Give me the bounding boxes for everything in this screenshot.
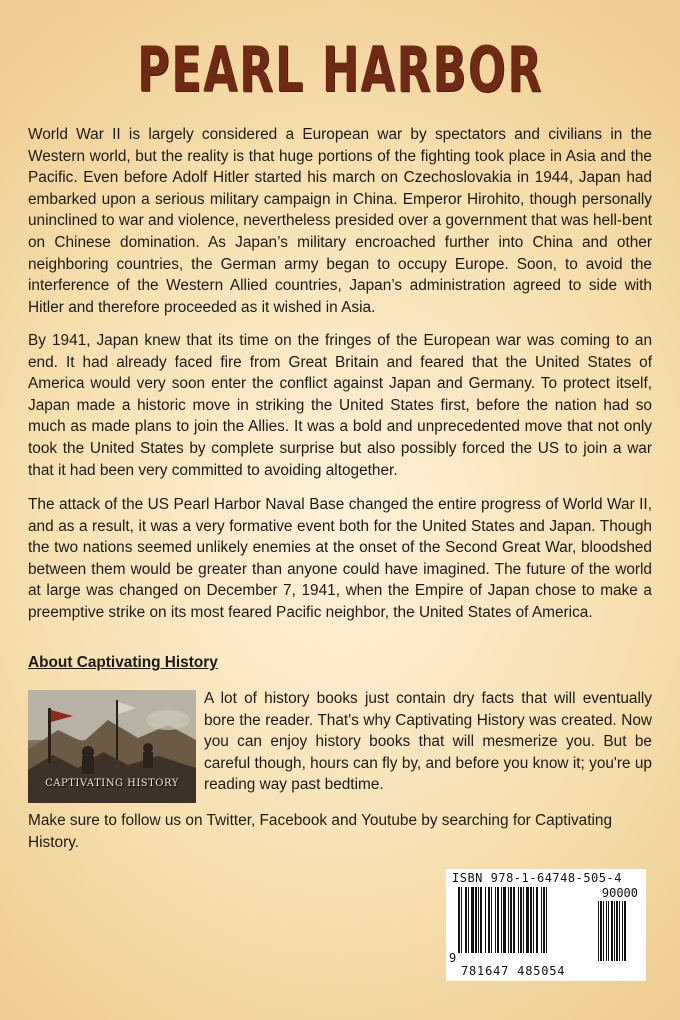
barcode-bar	[503, 887, 506, 953]
barcode-bar	[468, 887, 469, 953]
barcode-bar	[530, 887, 532, 953]
paragraph-1: World War II is largely considered a European war by spectators and civilians in the Western world, but the reality is that huge portions of the fighting took place in Asia and the Pacific. Even before Adolf Hitler started his march on Czechoslovakia in 1944, Japan had embarked upon a serious military campaign in China. Emperor Hirohito, though personally uninclined to war and violence, nevertheless presided over a government that was hell-bent on Chinese domination. As Japan’s military encroached further into China and other neighboring countries, the German army began to occupy Europe. Soon, to avoid the interference of the Western Allied countries, Japan’s administration agreed to side with Hitler and therefore proceeded as it wished in Asia.	[28, 126, 652, 316]
barcode-bar	[475, 887, 477, 953]
follow-text: Make sure to follow us on Twitter, Facebook and Youtube by searching for Captivating History.	[28, 812, 613, 851]
barcode-bar	[526, 887, 529, 953]
barcode-addon-bar	[622, 901, 623, 961]
barcode-addon-bar	[619, 901, 620, 961]
barcode-bar	[533, 887, 534, 953]
ean-digits: 781647 485054	[461, 964, 566, 978]
barcode-bar	[458, 887, 460, 953]
barcode-addon-bar	[598, 901, 599, 961]
barcode-bar	[497, 887, 499, 953]
barcode-bar	[513, 887, 515, 953]
barcode-bar	[471, 887, 474, 953]
barcode-bar	[480, 887, 482, 953]
barcode-bar	[488, 887, 490, 953]
barcode-bar	[523, 887, 524, 953]
barcode-bar	[520, 887, 522, 953]
barcode-addon-bar	[600, 901, 602, 961]
isbn-number: ISBN 978-1-64748-505-4	[452, 871, 622, 885]
barcode-bar	[465, 887, 467, 953]
book-title: PEARL HARBOR	[136, 33, 544, 106]
about-text: A lot of history books just contain dry facts that will eventually bore the reader. That's why Captivating History was created. Now you can enjoy history books that will mesmerize you. But be careful though, hours can fly by, and before you know it; you're up reading way past bedtime.	[204, 690, 652, 794]
barcode-bar	[541, 887, 542, 953]
isbn-barcode	[446, 869, 646, 981]
price-code: 90000	[601, 886, 638, 900]
paragraph-3: The attack of the US Pearl Harbor Naval Base changed the entire progress of World War II, and as a result, it was a very formative event both for the United States and Japan. Though the two nations seemed unlikely enemies at the onset of the Second Great War, bloodshed between them would be greater than anyone could have imagined. The future of the world at large was changed on December 7, 1941, when the Empire of Japan chose to make a preemptive strike on its most feared Pacific neighbor, the United States of America.	[28, 496, 652, 621]
thumbnail-label: CAPTIVATING HISTORY	[45, 778, 179, 789]
barcode-addon-bar	[603, 901, 604, 961]
ean-first-digit: 9	[449, 951, 457, 965]
barcode-bar	[536, 887, 538, 953]
barcode-bar	[546, 887, 547, 953]
barcode-bar	[501, 887, 502, 953]
barcode-bar	[491, 887, 492, 953]
barcode-bar	[485, 887, 486, 953]
barcode-bar	[461, 887, 462, 953]
paragraph-2: By 1941, Japan knew that its time on the fringes of the European war was coming to an end. It had already faced fire from Great Britain and feared that the United States of America would very soon enter the conflict against Japan and Germany. To protect itself, Japan made a historic move in striking the United States first, before the nation had so much as made plans to join the Allies. It was a bold and unprecedented move that not only took the United States by complete surprise but also possibly forced the US to join a war that it had been very committed to avoiding altogether.	[28, 332, 652, 479]
barcode-addon-bar	[624, 901, 626, 961]
barcode-bar	[543, 887, 545, 953]
barcode-bar	[478, 887, 479, 953]
barcode-bar	[518, 887, 519, 953]
barcode-addon-bar	[608, 901, 609, 961]
barcode-addon-bar	[614, 901, 615, 961]
barcode-addon-bar	[616, 901, 618, 961]
barcode-addon-bar	[606, 901, 607, 961]
barcode-bar	[508, 887, 509, 953]
captivating-history-thumbnail	[28, 690, 196, 803]
barcode-bar	[495, 887, 496, 953]
barcode-bar	[510, 887, 512, 953]
about-heading: About Captivating History	[28, 654, 218, 671]
barcode-addon-bar	[611, 901, 613, 961]
